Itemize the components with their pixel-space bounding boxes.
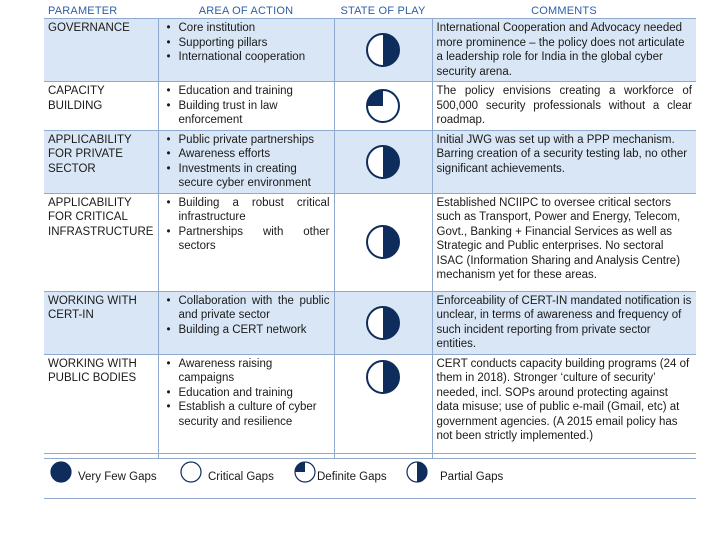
- partial-gaps-icon: [365, 224, 401, 260]
- header-area-of-action: AREA OF ACTION: [158, 2, 334, 19]
- state-cell: [334, 130, 432, 193]
- parameter-cell: APPLICABILITY FOR PRIVATE SECTOR: [44, 130, 158, 193]
- area-item: • Establish a culture of cyber security and resilience: [179, 400, 330, 429]
- area-item: • Investments in creating secure cyber environment: [179, 162, 330, 191]
- state-cell: [334, 193, 432, 291]
- table-row-critical-infrastructure: [44, 193, 696, 291]
- parameter-cell: GOVERNANCE: [44, 19, 158, 82]
- header-row: [44, 2, 696, 19]
- area-item: • Supporting pillars: [179, 36, 330, 51]
- comment-cell: International Cooperation and Advocacy needed more prominence – the policy does not articulate a leadership role for India in the global cyber security arena.: [432, 19, 696, 82]
- parameter-cell: WORKING WITH PUBLIC BODIES: [44, 354, 158, 458]
- partial-gaps-icon: [365, 359, 401, 395]
- header-comments: COMMENTS: [432, 2, 696, 19]
- parameter-cell: CAPACITY BUILDING: [44, 82, 158, 131]
- area-item: • Awareness efforts: [179, 147, 330, 162]
- area-item: • Building a CERT network: [179, 323, 330, 338]
- area-item: • Building trust in law enforcement: [179, 99, 330, 128]
- partial-gaps-icon: [365, 32, 401, 68]
- area-cell: [158, 291, 334, 354]
- definite-gaps-icon: [294, 461, 316, 483]
- legend-item-very-few-gaps: [50, 461, 157, 483]
- comment-cell: Initial JWG was set up with a PPP mechanism. Barring creation of a security testing lab, no other significant achievements.: [432, 130, 696, 193]
- area-item: • Partnerships with other sectors: [179, 225, 330, 254]
- legend-item-partial-gaps: [406, 461, 503, 483]
- very-few-gaps-icon: [50, 461, 72, 483]
- table-row-governance: [44, 19, 696, 82]
- legend-item-critical-gaps: [180, 461, 274, 483]
- area-item: • Awareness raising campaigns: [179, 357, 330, 386]
- partial-gaps-icon: [365, 305, 401, 341]
- area-item: • Public private partnerships: [179, 133, 330, 148]
- legend-label: Critical Gaps: [208, 471, 274, 483]
- state-cell: [334, 354, 432, 458]
- cyber-policy-table: [44, 2, 696, 459]
- parameter-cell: WORKING WITH CERT-IN: [44, 291, 158, 354]
- table-row-private-sector: [44, 130, 696, 193]
- header-state-of-play: STATE OF PLAY: [334, 2, 432, 19]
- state-cell: [334, 19, 432, 82]
- legend-label: Partial Gaps: [440, 471, 504, 483]
- legend-label: Very Few Gaps: [78, 471, 157, 483]
- area-item: • International cooperation: [179, 50, 330, 65]
- partial-gaps-icon: [365, 144, 401, 180]
- legend: [44, 453, 696, 499]
- area-item: • Education and training: [179, 84, 330, 99]
- partial-gaps-icon: [406, 461, 428, 483]
- table-row-public-bodies: [44, 354, 696, 458]
- table-row-capacity-building: [44, 82, 696, 131]
- table-row-cert-in: [44, 291, 696, 354]
- critical-gaps-icon: [180, 461, 202, 483]
- area-item: • Building a robust critical infrastructure: [179, 196, 330, 225]
- legend-label: Definite Gaps: [317, 471, 387, 483]
- state-cell: [334, 291, 432, 354]
- area-cell: [158, 130, 334, 193]
- area-item: • Core institution: [179, 21, 330, 36]
- comment-cell: CERT conducts capacity building programs (24 of them in 2018). Stronger ‘culture of security’ needed, incl. SOPs around protecting against data misuse; use of public e-mail (Gmail, etc) at government agencies. (A 2015 email policy has not been strictly implemented.): [432, 354, 696, 458]
- area-cell: [158, 82, 334, 131]
- header-parameter: PARAMETER: [44, 2, 158, 19]
- state-cell: [334, 82, 432, 131]
- area-cell: [158, 19, 334, 82]
- area-item: • Collaboration with the public and private sector: [179, 294, 330, 323]
- legend-item-definite-gaps: [294, 461, 387, 483]
- parameter-cell: APPLICABILITY FOR CRITICAL INFRASTRUCTURE: [44, 193, 158, 291]
- comment-cell: Enforceability of CERT-IN mandated notification is unclear, in terms of awareness and frequency of such incident reporting from private sector entities.: [432, 291, 696, 354]
- comment-cell: The policy envisions creating a workforce of 500,000 security professionals without a clear roadmap.: [432, 82, 696, 131]
- area-cell: [158, 354, 334, 458]
- area-cell: [158, 193, 334, 291]
- area-item: • Education and training: [179, 386, 330, 401]
- definite-gaps-icon: [365, 88, 401, 124]
- comment-cell: Established NCIIPC to oversee critical sectors such as Transport, Power and Energy, Telecom, Govt., Banking + Financial Services as well as Strategic and Public enterprises. No sectoral ISAC (Information Sharing and Analysis Centre) mechanism yet for these areas.: [432, 193, 696, 291]
